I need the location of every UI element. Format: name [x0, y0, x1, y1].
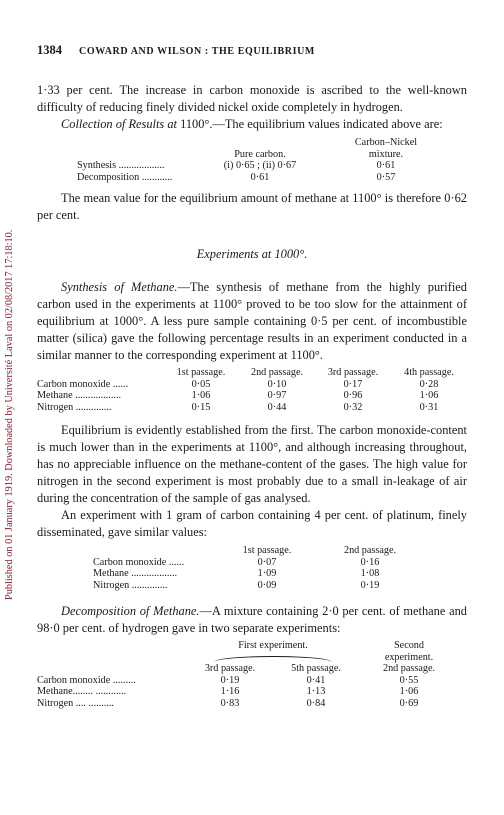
paragraph-continuation: 1·33 per cent. The increase in carbon monoxide is ascribed to the well-known difficulty of reducing finely divided nickel oxide completely in hydrogen. — [37, 83, 467, 114]
table-cell: 0·69 — [399, 697, 419, 709]
paragraph-platinum-experiment: An experiment with 1 gram of carbon containing 4 per cent. of platinum, finely disseminated, gave similar values: — [37, 508, 467, 539]
table-row-label: Methane .................. — [93, 568, 178, 579]
table-col-header: 5th passage. — [291, 663, 341, 674]
paragraph-mean-value: The mean value for the equilibrium amount of methane at 1100° is therefore 0·62 per cent. — [37, 191, 467, 222]
paragraph-text: —A mixture containing 2·0 per cent. of methane and 98·0 per cent. of hydrogen gave in two separate experiments: — [37, 604, 467, 635]
paragraph-equilibrium-established: Equilibrium is evidently established from the first. The carbon monoxide-content is much lower than in the experiments at 1100°, and although increasing throughout, has no appreciable influence on the methane-content of the gases. The high value for nitrogen in the second experiment is most probably due to a small in-leakage of air during the concentration of the sample of gas analysed. — [37, 423, 467, 505]
run-in-heading: Decomposition of Methane. — [61, 604, 200, 618]
table-row — [37, 686, 459, 698]
table-cell: 0·61 — [250, 171, 270, 183]
table-row-label: Carbon monoxide ......... — [37, 674, 136, 686]
paragraph-decomposition — [37, 603, 467, 637]
table-col-header: 2nd passage. — [250, 367, 304, 378]
table-row — [37, 379, 467, 391]
run-in-heading: Synthesis of Methane. — [61, 280, 178, 294]
paragraph-collection-results — [37, 116, 467, 133]
table-cell: 0·05 — [191, 378, 211, 390]
table-cell: 1·13 — [306, 686, 326, 697]
table-cell: 1·06 — [399, 686, 419, 697]
table-cell: 0·96 — [343, 390, 363, 401]
table-col-header: 2nd passage. — [343, 545, 397, 556]
table-col-header: Carbon–Nickel — [354, 137, 418, 148]
table-group-header: Second — [394, 640, 424, 651]
table-col-header: 4th passage. — [404, 367, 454, 378]
table-row-label: Methane .................. — [37, 390, 122, 401]
table-cell: 0·44 — [267, 401, 287, 413]
table-cell: 0·16 — [360, 556, 380, 568]
table-col-header: mixture. — [368, 148, 404, 160]
table-cell: 0·83 — [220, 697, 240, 709]
table-col-header: Pure carbon. — [234, 148, 286, 160]
paragraph-text: 1100°.—The equilibrium values indicated above are: — [176, 117, 443, 131]
table-synthesis-1000 — [37, 367, 467, 413]
table-row — [93, 557, 425, 569]
table-cell: 0·07 — [257, 556, 277, 568]
table-row-label: Carbon monoxide ...... — [37, 378, 129, 390]
table-row — [37, 402, 467, 414]
run-in-heading: Collection of Results at — [61, 117, 177, 131]
table-col-header: 3rd passage. — [327, 367, 379, 378]
section-heading: Experiments at 1000°. — [196, 247, 308, 261]
table-row — [93, 580, 425, 592]
table-cell: 0·10 — [267, 378, 287, 390]
table-cell: 0·84 — [306, 697, 326, 709]
paragraph-text: —The synthesis of methane from the highly purified carbon used in the experiments at 1100° proved to be too slow for the attainment of equilibrium at 1000°. A less pure sample containing 0·5 per cent. of incombustible matter (silica) gave the following percentage results in an experiment conducted in a similar manner to the corresponding experiment at 1100°. — [37, 280, 467, 362]
table-cell: 0·09 — [257, 579, 277, 591]
table-row-label: Methane........ ............ — [37, 686, 127, 697]
table-cell: 0·41 — [306, 674, 326, 686]
table-row — [77, 160, 447, 172]
table-cell: 0·32 — [343, 401, 363, 413]
paragraph-synthesis — [37, 279, 467, 364]
table-cell: 1·08 — [360, 568, 380, 579]
running-head: COWARD AND WILSON : THE EQUILIBRIUM — [79, 46, 315, 57]
table-col-header: 3rd passage. — [204, 663, 256, 674]
table-cell: 0·61 — [376, 160, 396, 171]
table-cell: 0·55 — [399, 674, 419, 686]
table-cell: 0·15 — [191, 401, 211, 413]
table-row — [77, 172, 447, 184]
download-watermark: Published on 01 January 1919. Downloaded by Université Laval on 02/08/2017 17:18:10. — [4, 229, 15, 601]
table-cell: 0·97 — [267, 390, 287, 401]
table-row-label: Nitrogen .... .......... — [37, 697, 114, 709]
table-group-header: First experiment. — [238, 640, 308, 651]
table-row-label: Carbon monoxide ...... — [93, 556, 185, 568]
table-row — [37, 390, 467, 402]
brace-divider — [187, 652, 359, 664]
article-body — [37, 82, 467, 709]
table-col-header: 2nd passage. — [382, 663, 436, 674]
table-col-header: 1st passage. — [242, 545, 292, 556]
table-cell: 0·19 — [220, 674, 240, 686]
table-decomposition — [37, 640, 459, 709]
table-cell: 0·17 — [343, 378, 363, 390]
table-group-header: experiment. — [384, 651, 434, 663]
table-cell: 0·57 — [376, 171, 396, 183]
page-header — [37, 42, 467, 58]
table-cell: 1·16 — [220, 686, 240, 697]
table-equilibrium-values — [77, 137, 447, 183]
table-cell: (i) 0·65 ; (ii) 0·67 — [223, 160, 297, 171]
table-cell: 0·31 — [419, 401, 439, 413]
table-col-header — [195, 137, 325, 149]
table-cell: 1·06 — [419, 390, 439, 401]
table-col-header: 1st passage. — [176, 367, 226, 378]
table-row — [93, 568, 425, 580]
table-platinum — [93, 545, 425, 591]
table-row-label: Nitrogen .............. — [37, 401, 112, 413]
table-row-label: Decomposition ............ — [77, 171, 173, 183]
table-row-label: Nitrogen .............. — [93, 579, 168, 591]
table-row-label: Synthesis .................. — [77, 160, 165, 171]
table-cell: 0·19 — [360, 579, 380, 591]
table-cell: 1·06 — [191, 390, 211, 401]
page-number: 1384 — [37, 43, 62, 57]
table-row — [37, 675, 459, 687]
table-cell: 0·28 — [419, 378, 439, 390]
table-cell: 1·09 — [257, 568, 277, 579]
table-row — [37, 698, 459, 710]
